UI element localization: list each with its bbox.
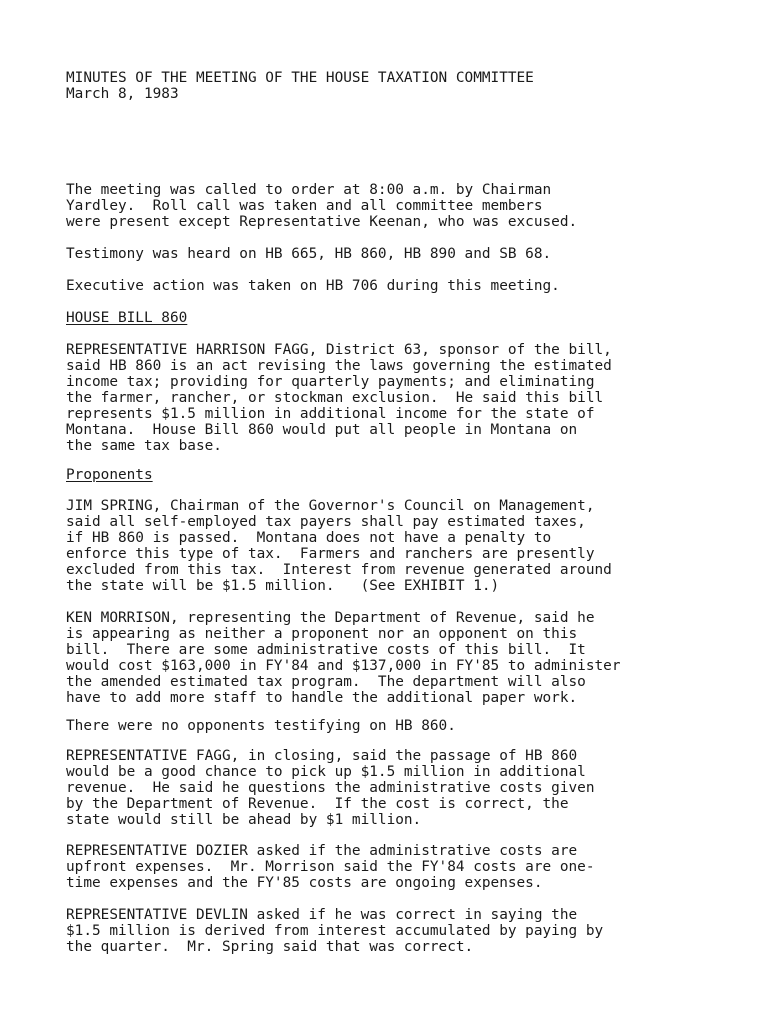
paragraph-line: upfront expenses. Mr. Morrison said the FY'84 costs are one- [66,859,595,875]
section-heading-house-bill-860: HOUSE BILL 860 [66,310,188,326]
paragraph-line: would cost $163,000 in FY'84 and $137,000 in FY'85 to administer [66,658,621,674]
paragraph-line: Yardley. Roll call was taken and all committee members [66,198,543,214]
paragraph-line: were present except Representative Keenan, who was excused. [66,214,578,230]
meeting-date: March 8, 1983 [66,86,179,102]
paragraph-line: Executive action was taken on HB 706 during this meeting. [66,278,560,294]
paragraph-line: $1.5 million is derived from interest accumulated by paying by [66,923,604,939]
paragraph-line: The meeting was called to order at 8:00 a.m. by Chairman [66,182,552,198]
paragraph-line: bill. There are some administrative costs of this bill. It [66,642,586,658]
paragraph-line: the state will be $1.5 million. (See EXHIBIT 1.) [66,578,500,594]
paragraph-line: REPRESENTATIVE FAGG, in closing, said the passage of HB 860 [66,748,578,764]
paragraph-line: the quarter. Mr. Spring said that was correct. [66,939,474,955]
paragraph-line: the amended estimated tax program. The department will also [66,674,586,690]
paragraph-line: enforce this type of tax. Farmers and ranchers are presently [66,546,595,562]
paragraph-line: KEN MORRISON, representing the Department of Revenue, said he [66,610,595,626]
paragraph-line: would be a good chance to pick up $1.5 million in additional [66,764,586,780]
paragraph-line: time expenses and the FY'85 costs are ongoing expenses. [66,875,543,891]
paragraph-line: income tax; providing for quarterly payments; and eliminating [66,374,595,390]
paragraph-line: the farmer, rancher, or stockman exclusion. He said this bill [66,390,604,406]
paragraph-line: said all self-employed tax payers shall pay estimated taxes, [66,514,586,530]
paragraph-line: REPRESENTATIVE DEVLIN asked if he was correct in saying the [66,907,578,923]
paragraph-line: REPRESENTATIVE HARRISON FAGG, District 63, sponsor of the bill, [66,342,612,358]
paragraph-line: the same tax base. [66,438,222,454]
paragraph-line: said HB 860 is an act revising the laws governing the estimated [66,358,612,374]
paragraph-line: if HB 860 is passed. Montana does not have a penalty to [66,530,552,546]
paragraph-line: represents $1.5 million in additional income for the state of [66,406,595,422]
paragraph-line: by the Department of Revenue. If the cost is correct, the [66,796,569,812]
paragraph-line: state would still be ahead by $1 million. [66,812,422,828]
paragraph-line: have to add more staff to handle the additional paper work. [66,690,578,706]
paragraph-line: excluded from this tax. Interest from revenue generated around [66,562,612,578]
section-heading-proponents: Proponents [66,467,153,483]
paragraph-line: revenue. He said he questions the administrative costs given [66,780,595,796]
document-title: MINUTES OF THE MEETING OF THE HOUSE TAXATION COMMITTEE [66,70,534,86]
paragraph-line: Testimony was heard on HB 665, HB 860, HB 890 and SB 68. [66,246,552,262]
paragraph-line: JIM SPRING, Chairman of the Governor's Council on Management, [66,498,595,514]
paragraph-line: is appearing as neither a proponent nor an opponent on this [66,626,578,642]
paragraph-line: Montana. House Bill 860 would put all people in Montana on [66,422,578,438]
paragraph-line: REPRESENTATIVE DOZIER asked if the administrative costs are [66,843,578,859]
paragraph-line: There were no opponents testifying on HB 860. [66,718,456,734]
